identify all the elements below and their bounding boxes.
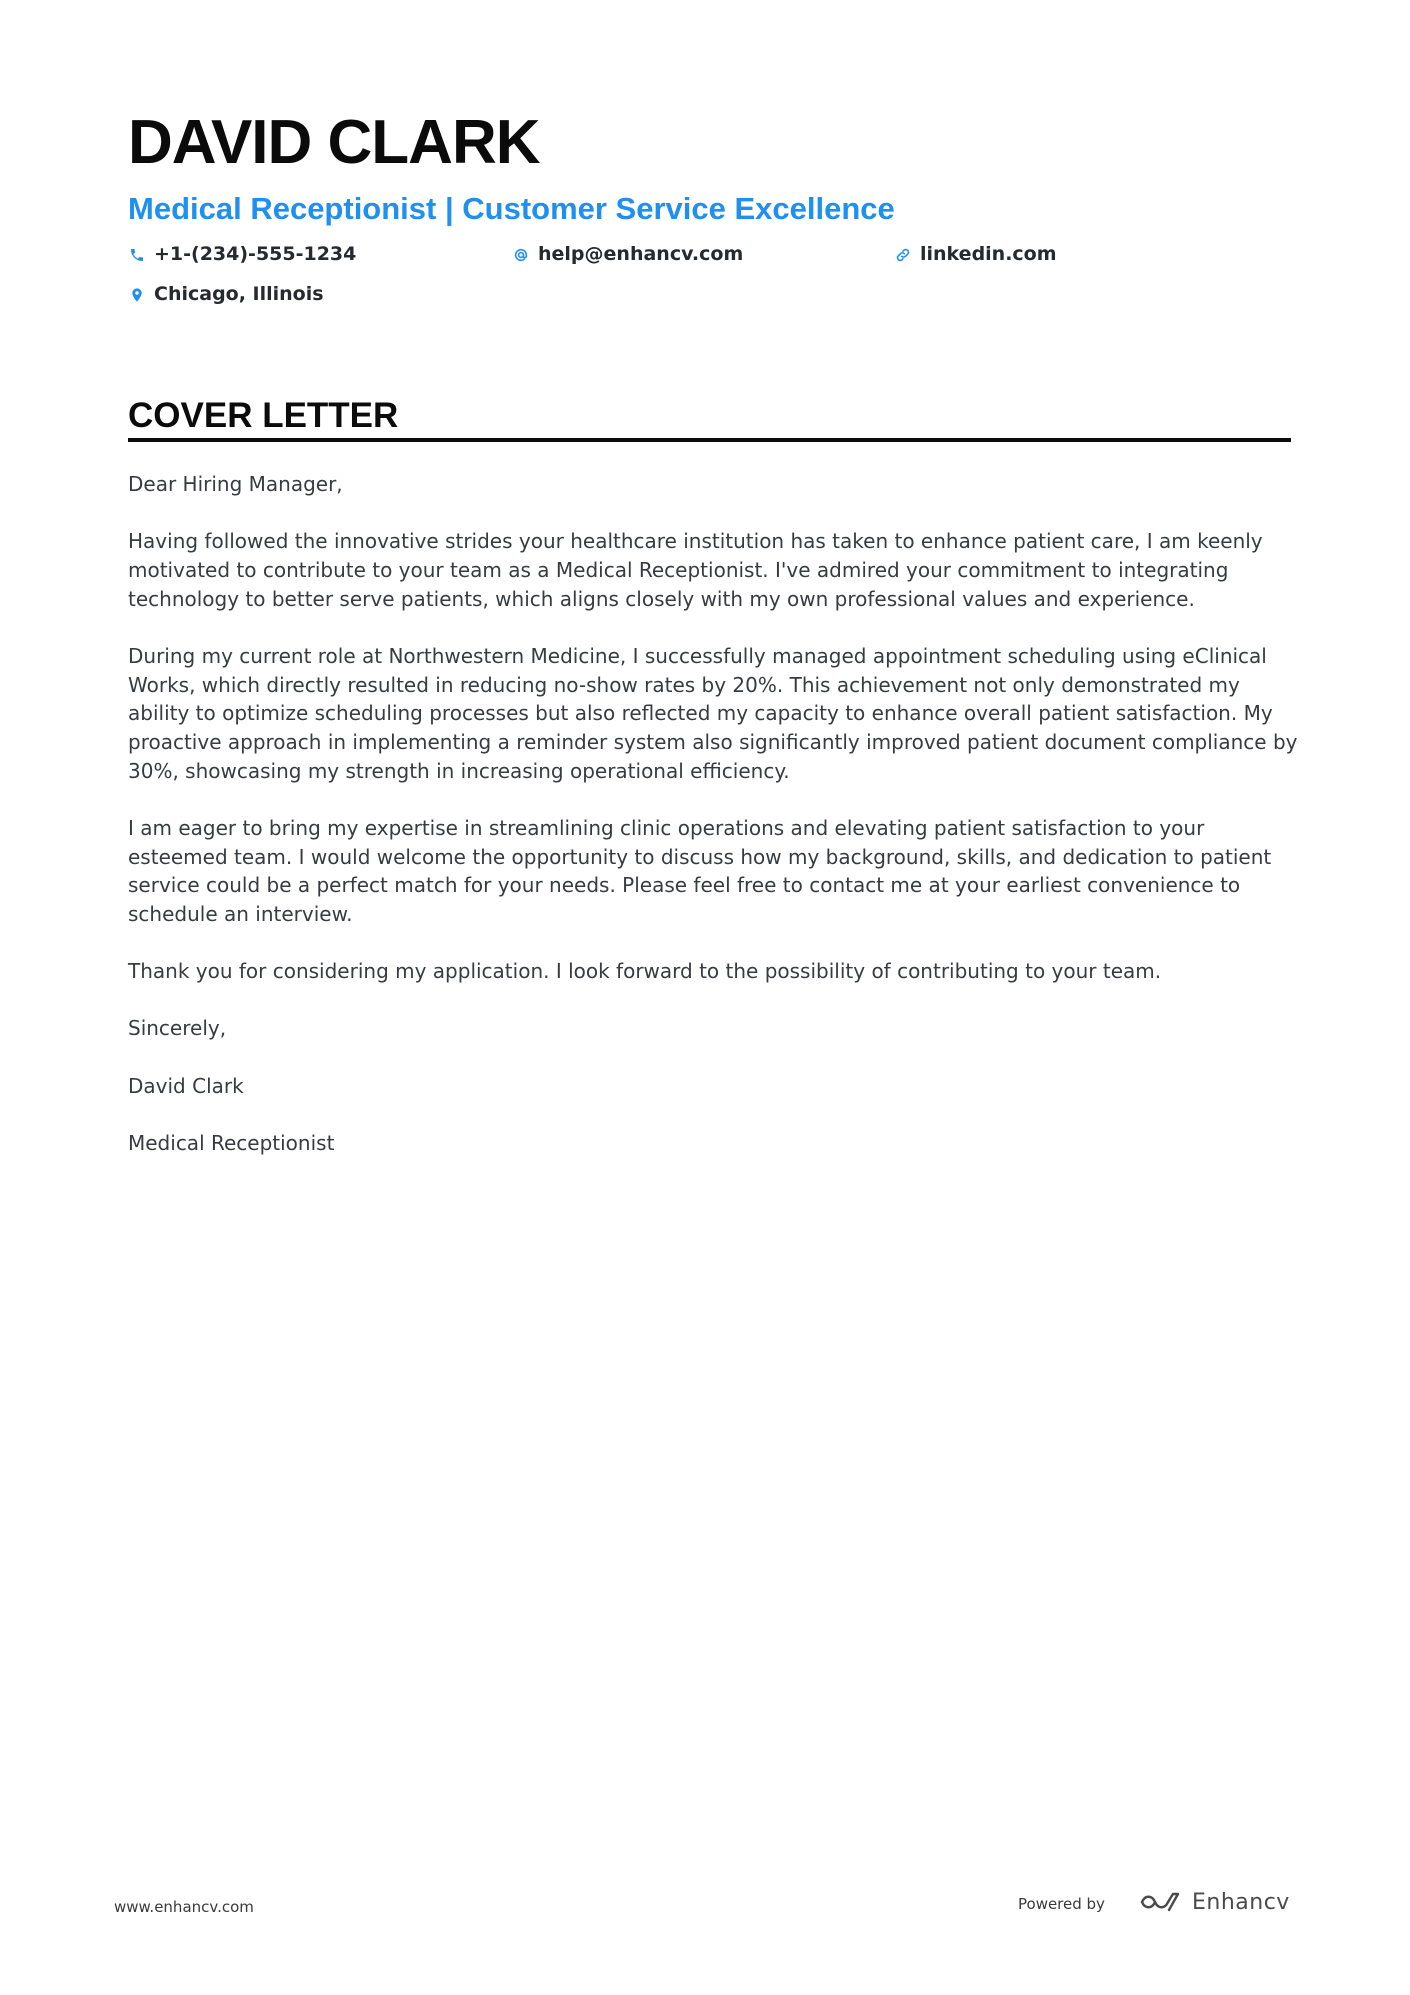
powered-by-label: Powered by [1018,1895,1105,1913]
candidate-name: DAVID CLARK [128,108,540,177]
location-pin-icon [128,286,146,304]
contact-linkedin-text: linkedin.com [920,243,1057,265]
contact-location [128,285,324,304]
letter-paragraph: I am eager to bring my expertise in streamlining clinic operations and elevating patient satisfaction to your esteemed team. I would welcome the opportunity to discuss how my background, skills, and dedication to patient service could be a perfect match for your needs. Please feel free to contact me at your earliest convenience to schedule an interview. [128,815,1272,926]
contact-email[interactable] [512,245,743,264]
contact-phone[interactable] [128,245,356,264]
phone-icon [128,246,146,264]
brand-logo[interactable] [1138,1889,1290,1915]
contact-phone-text: +1-(234)-555-1234 [154,243,357,265]
letter-body [128,470,1298,1186]
enhancv-logo-icon [1138,1889,1184,1915]
letter-paragraph: During my current role at Northwestern Medicine, I successfully managed appointment scheduling using eClinical Works, which directly resulted in reducing no-show rates by 20%. This achievement not only demonstrated my ability to optimize scheduling processes but also reflected my capacity to enhance overall patient satisfaction. My proactive approach in implementing a reminder system also significantly improved patient document compliance by 30%, showcasing my strength in increasing operational efficiency. [128,643,1298,783]
contact-location-text: Chicago, Illinois [154,283,324,305]
brand-name: Enhancv [1192,1889,1290,1915]
letter-paragraph: Thank you for considering my application. I look forward to the possibility of contributing to your team. [128,959,1162,984]
section-title: COVER LETTER [128,396,399,435]
footer-url-link[interactable]: www.enhancv.com [114,1898,254,1916]
letter-closing: Sincerely, [128,1016,227,1041]
letter-paragraph: Having followed the innovative strides your healthcare institution has taken to enhance patient care, I am keenly motivated to contribute to your team as a Medical Receptionist. I've admired your commitment to integrating technology to better serve patients, which aligns closely with my own professional values and experience. [128,529,1263,611]
contact-linkedin[interactable] [894,245,1057,264]
link-icon [894,246,912,264]
candidate-headline: Medical Receptionist | Customer Service Excellence [128,191,895,226]
at-icon [512,246,530,264]
signature-title: Medical Receptionist [128,1130,335,1155]
section-divider [128,438,1291,442]
contact-email-text: help@enhancv.com [538,243,744,265]
signature-name: David Clark [128,1073,244,1098]
letter-greeting: Dear Hiring Manager, [128,472,343,496]
